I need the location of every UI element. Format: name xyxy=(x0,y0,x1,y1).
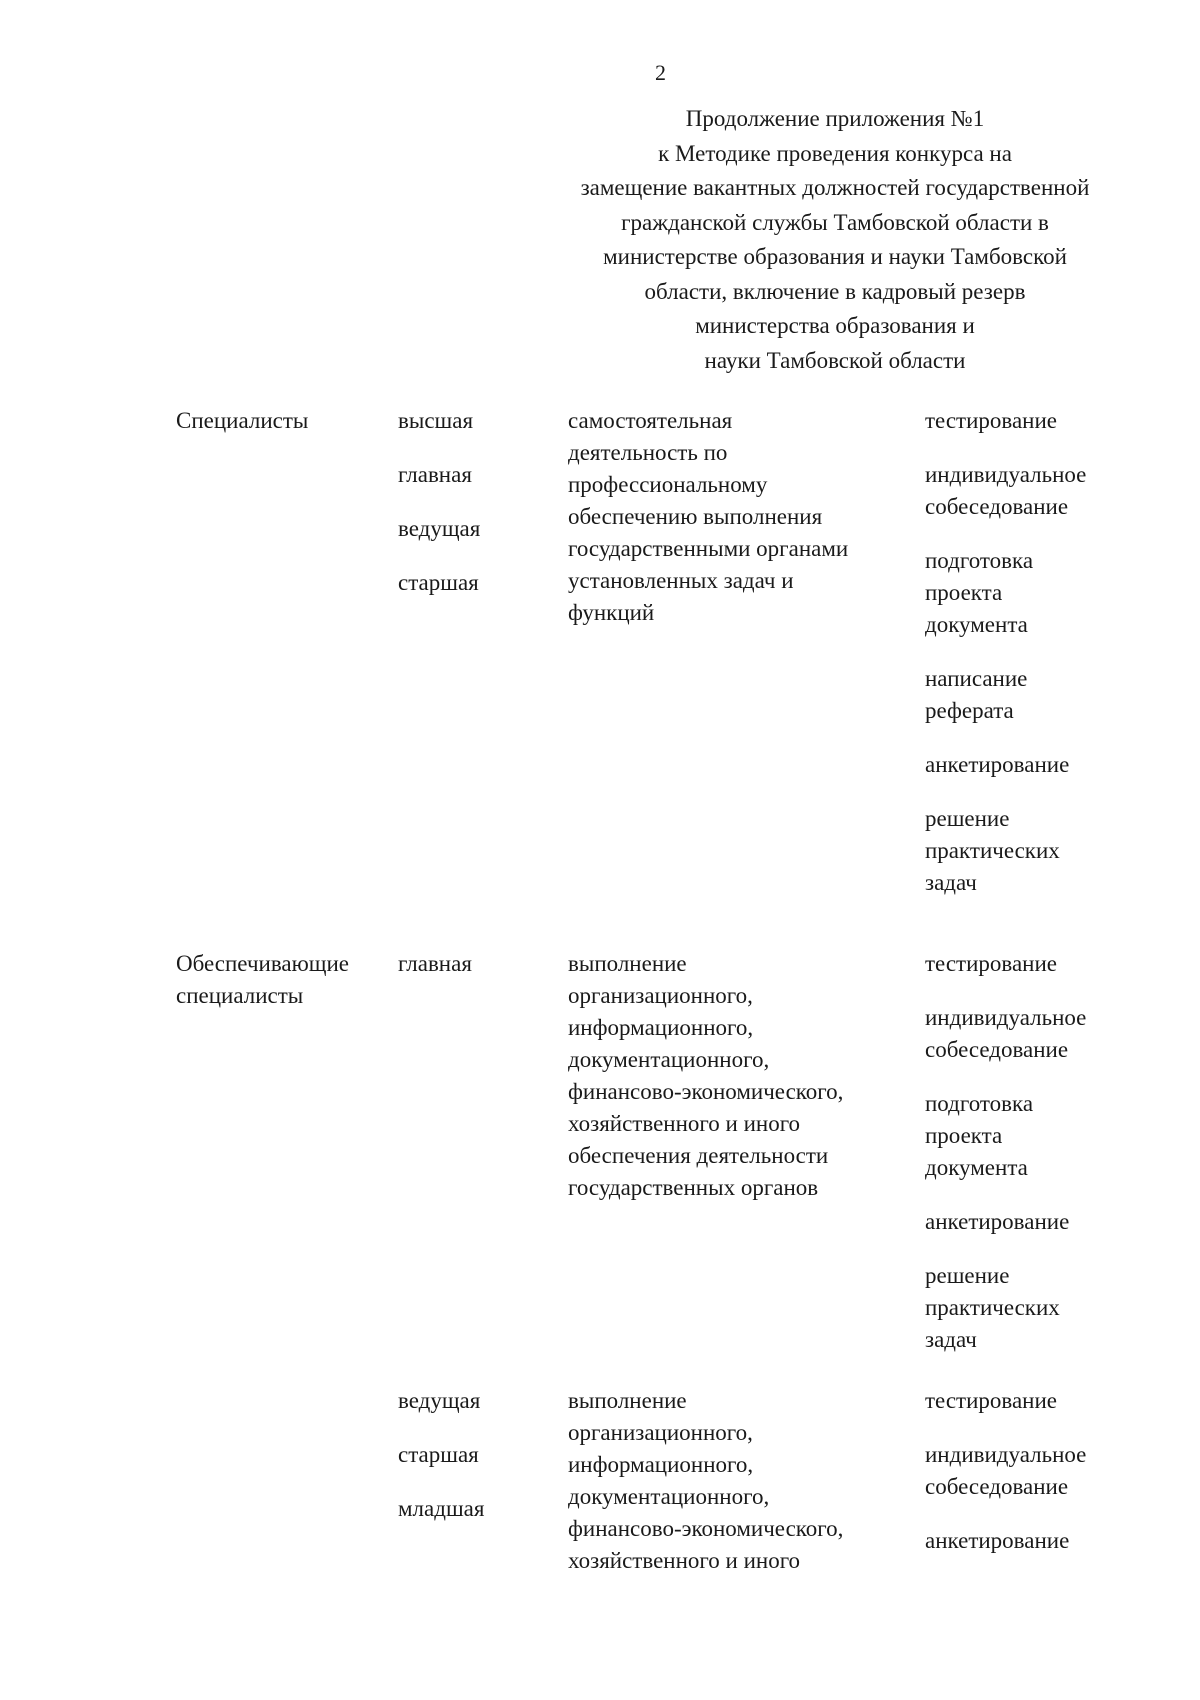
method-item xyxy=(925,1385,1185,1417)
method-line: проекта xyxy=(925,1123,1003,1148)
description-line: организационного, xyxy=(568,983,753,1008)
method-line: реферата xyxy=(925,698,1014,723)
method-line: документа xyxy=(925,1155,1028,1180)
group-item: старшая xyxy=(398,1442,479,1467)
method-line: собеседование xyxy=(925,494,1069,519)
description-cell xyxy=(568,948,928,1204)
page-number: 2 xyxy=(655,60,666,85)
method-line: подготовка xyxy=(925,548,1034,573)
method-item xyxy=(925,663,1185,727)
method-item xyxy=(925,948,1185,980)
category-cell xyxy=(176,405,406,437)
method-item xyxy=(925,1088,1185,1184)
method-line: анкетирование xyxy=(925,752,1070,777)
description-cell xyxy=(568,405,928,629)
group-item: главная xyxy=(398,462,472,487)
method-line: тестирование xyxy=(925,951,1057,976)
description-line: финансово-экономического, xyxy=(568,1516,844,1541)
methods-cell xyxy=(925,948,1185,1378)
method-line: написание xyxy=(925,666,1028,691)
description-line: обеспечению выполнения xyxy=(568,504,823,529)
method-item xyxy=(925,1002,1185,1066)
method-line: задач xyxy=(925,1327,977,1352)
description-line: деятельность по xyxy=(568,440,728,465)
method-line: подготовка xyxy=(925,1091,1034,1116)
method-line: тестирование xyxy=(925,1388,1057,1413)
description-line: выполнение xyxy=(568,951,687,976)
description-line: финансово-экономического, xyxy=(568,1079,844,1104)
method-line: документа xyxy=(925,612,1028,637)
method-item xyxy=(925,1206,1185,1238)
description-line: самостоятельная xyxy=(568,408,733,433)
category-line: Специалисты xyxy=(176,408,309,433)
group-item: главная xyxy=(398,951,472,976)
description-line: хозяйственного и иного xyxy=(568,1111,801,1136)
method-line: анкетирование xyxy=(925,1209,1070,1234)
header-line: гражданской службы Тамбовской области в xyxy=(621,209,1049,235)
header-line: министерстве образования и науки Тамбовской xyxy=(603,244,1067,269)
category-line: Обеспечивающие xyxy=(176,951,349,976)
header-line: Продолжение приложения №1 xyxy=(685,106,985,131)
header-line: науки Тамбовской области xyxy=(704,347,966,373)
method-line: задач xyxy=(925,870,977,895)
method-item xyxy=(925,1260,1185,1356)
group-item: старшая xyxy=(398,570,479,595)
header-line: министерства образования и xyxy=(695,313,975,338)
description-line: документационного, xyxy=(568,1484,770,1509)
description-line: функций xyxy=(568,600,655,625)
method-line: индивидуальное xyxy=(925,1442,1087,1467)
group-cell xyxy=(398,405,528,621)
method-line: собеседование xyxy=(925,1037,1069,1062)
method-item xyxy=(925,803,1185,899)
method-line: собеседование xyxy=(925,1474,1069,1499)
description-line: информационного, xyxy=(568,1452,754,1477)
method-line: практических xyxy=(925,838,1060,863)
group-cell xyxy=(398,948,528,1002)
category-line: специалисты xyxy=(176,983,304,1008)
description-line: организационного, xyxy=(568,1420,753,1445)
appendix-header xyxy=(520,102,1150,378)
method-item xyxy=(925,1525,1185,1557)
method-line: практических xyxy=(925,1295,1060,1320)
description-line: установленных задач и xyxy=(568,568,794,593)
method-item xyxy=(925,749,1185,781)
method-item xyxy=(925,545,1185,641)
description-cell xyxy=(568,1385,928,1577)
description-line: государственными органами xyxy=(568,536,849,561)
method-line: индивидуальное xyxy=(925,1005,1087,1030)
method-line: решение xyxy=(925,1263,1010,1288)
description-line: государственных органов xyxy=(568,1175,819,1200)
header-line: замещение вакантных должностей государственной xyxy=(580,175,1090,200)
category-cell xyxy=(176,948,406,1012)
description-line: информационного, xyxy=(568,1015,754,1040)
method-line: решение xyxy=(925,806,1010,831)
description-line: профессиональному xyxy=(568,472,768,497)
method-line: тестирование xyxy=(925,408,1057,433)
group-item: ведущая xyxy=(398,1388,481,1413)
method-line: проекта xyxy=(925,580,1003,605)
group-item: ведущая xyxy=(398,516,481,541)
description-line: хозяйственного и иного xyxy=(568,1548,801,1573)
method-item xyxy=(925,1439,1185,1503)
header-line: к Методике проведения конкурса на xyxy=(658,140,1012,166)
methods-cell xyxy=(925,405,1185,921)
method-item xyxy=(925,405,1185,437)
method-item xyxy=(925,459,1185,523)
method-line: индивидуальное xyxy=(925,462,1087,487)
group-item: высшая xyxy=(398,408,474,433)
description-line: обеспечения деятельности xyxy=(568,1143,829,1168)
description-line: выполнение xyxy=(568,1388,687,1413)
group-cell xyxy=(398,1385,528,1547)
header-line: области, включение в кадровый резерв xyxy=(644,278,1026,304)
method-line: анкетирование xyxy=(925,1528,1070,1553)
group-item: младшая xyxy=(398,1496,485,1521)
description-line: документационного, xyxy=(568,1047,770,1072)
methods-cell xyxy=(925,1385,1185,1579)
